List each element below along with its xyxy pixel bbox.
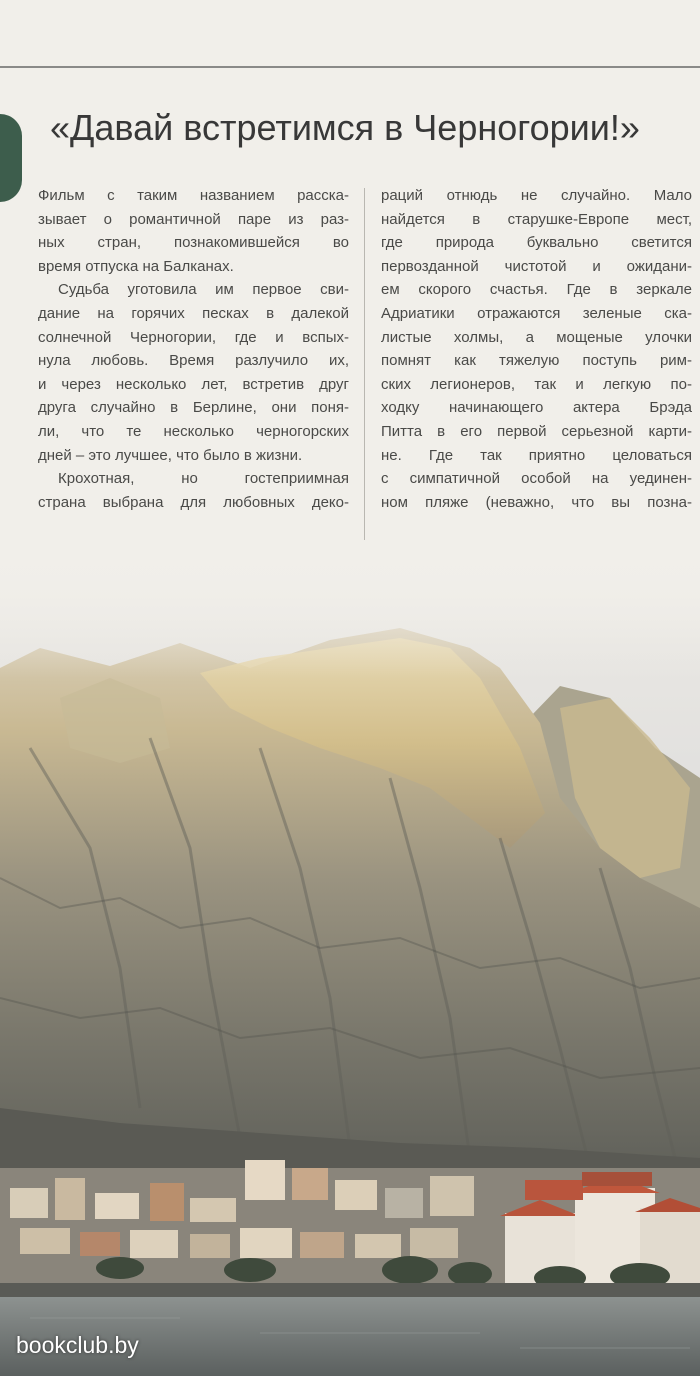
article-line: листые холмы, а мощеные улочки xyxy=(381,328,692,346)
article-line: друга случайно в Берлине, они поня- xyxy=(38,399,349,417)
article-line: дней – это лучшее, что было в жизни. xyxy=(38,446,303,464)
article-line: Фильм с таким названием расска- xyxy=(38,187,349,204)
article-line: найдется в старушке-Европе мест, xyxy=(381,210,692,228)
article-line: нула любовь. Время разлучило их, xyxy=(38,352,349,370)
article-line: первозданной чистотой и ожидани- xyxy=(381,257,692,275)
article-line: ем скорого счастья. Где в зеркале xyxy=(381,281,692,299)
article-line: ном пляже (неважно, что вы позна- xyxy=(381,493,692,511)
article-line: раций отнюдь не случайно. Мало xyxy=(381,187,692,204)
article-line: и через несколько лет, встретив друг xyxy=(38,375,349,393)
article-line: Адриатики отражаются зеленые ска- xyxy=(381,304,692,322)
article-line: солнечной Черногории, где и вспых- xyxy=(38,328,349,346)
article-line: ли, что те несколько черногорских xyxy=(38,422,349,440)
article-line: с симпатичной особой на уединен- xyxy=(381,470,692,488)
landscape-photo xyxy=(0,548,700,1376)
article-line: время отпуска на Балканах. xyxy=(38,257,234,275)
article-line: Крохотная, но гостеприимная xyxy=(58,470,349,488)
article-line: ских легионеров, так и легкую по- xyxy=(381,375,692,393)
article-line: Судьба уготовила им первое сви- xyxy=(58,281,349,299)
column-divider xyxy=(364,188,365,540)
article-column-right xyxy=(381,184,692,514)
article-line: страна выбрана для любовных деко- xyxy=(38,493,349,511)
article-line: Питта в его первой серьезной карти- xyxy=(381,422,692,440)
article-line: где природа буквально светится xyxy=(381,234,692,252)
article-line: дание на горячих песках в далекой xyxy=(38,304,349,322)
article-line: помнят как тяжелую поступь рим- xyxy=(381,352,692,370)
article-column-left xyxy=(38,184,349,514)
article-line: ных стран, познакомившейся во xyxy=(38,234,349,252)
watermark: bookclub.by xyxy=(16,1332,139,1358)
article-line: ходку начинающего актера Брэда xyxy=(381,399,692,417)
section-tab xyxy=(0,114,22,202)
article-line: не. Где так приятно целоваться xyxy=(381,446,692,464)
mountain-town-illustration xyxy=(0,548,700,1376)
article-title: «Давай встретимся в Черногории!» xyxy=(50,107,640,148)
article-line: зывает о романтичной паре из раз- xyxy=(38,210,349,228)
top-rule xyxy=(0,66,700,68)
